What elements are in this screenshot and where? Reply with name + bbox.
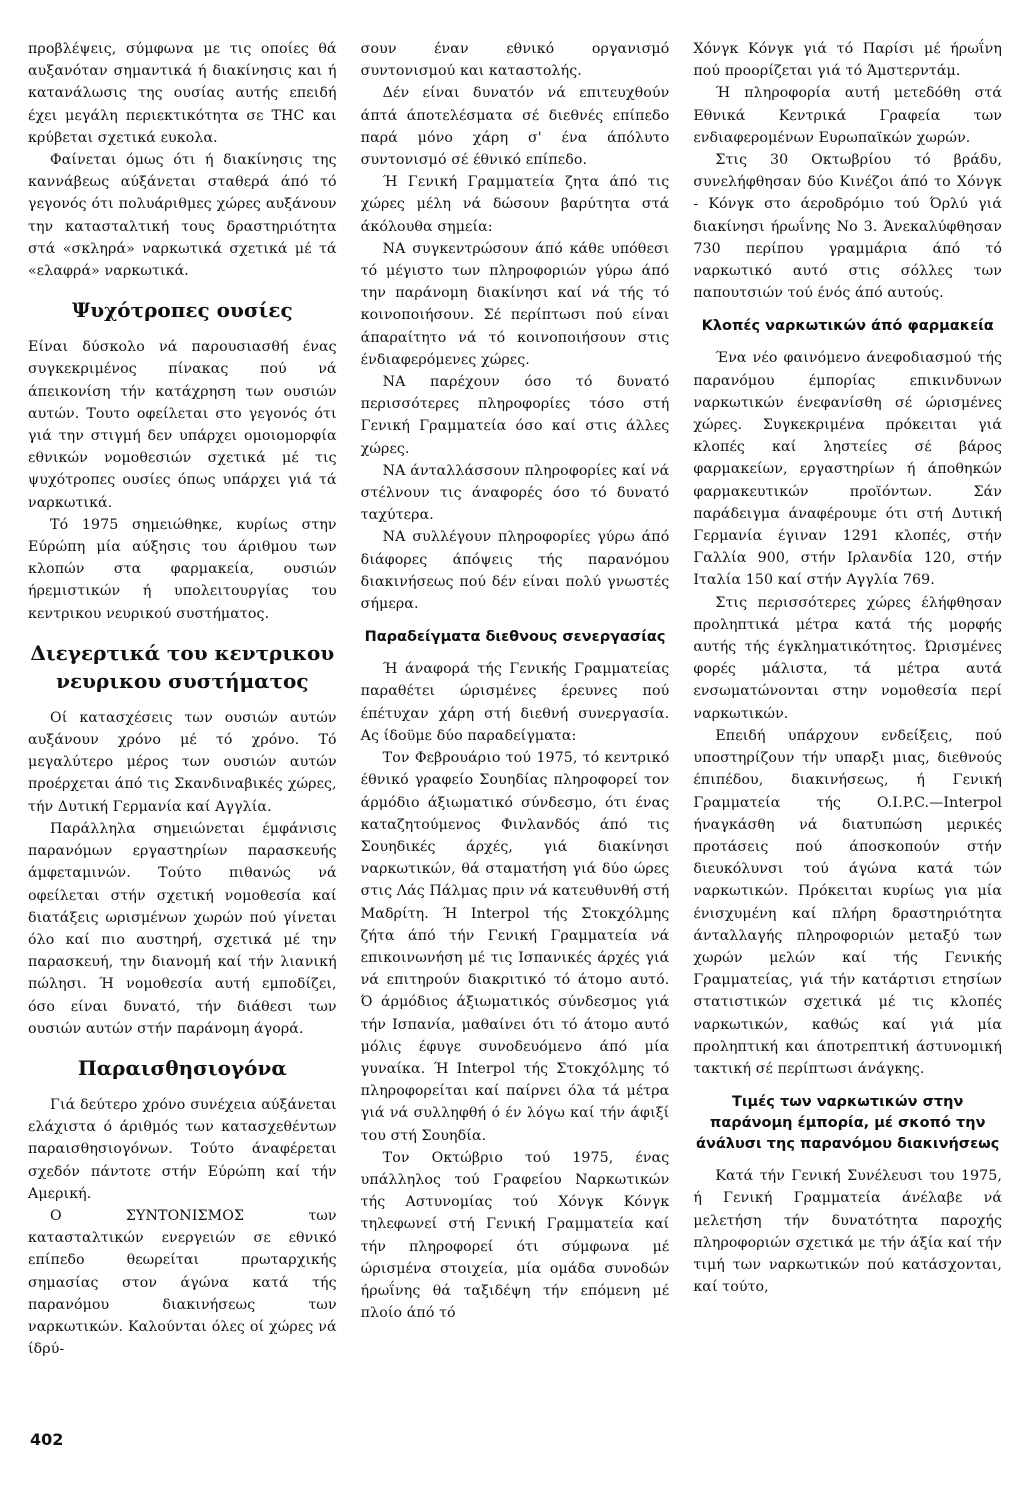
- paragraph: Φαίνεται όμως ότι ή διακίνησις της καννάβεως αύξάνεται σταθερά άπό τό γεγονός ότι πολυάριθμες χώρες αυξάνουν την κατασταλτική τους δραστηριότητα στά «σκληρά» ναρκωτικά σχετικά μέ τά «ελαφρά» ναρκωτικά.: [28, 152, 337, 280]
- paragraph: Ο ΣΥΝΤΟΝΙΣΜΟΣ των κατασταλτικών ενεργειών σε εθνικό επίπεδο θεωρείται πρωταρχικής σημασίας στον άγώνα κατά τής παρανόμου διακινήσεως των ναρκωτικών. Καλούνται όλες οί χώρες νά ίδρύ-: [28, 1207, 337, 1358]
- subsection-heading: Τιμές των ναρκωτικών στην παράνομη έμπορία, μέ σκοπό την άνάλυσι της παρανόμου διακινήσεως: [696, 1094, 1000, 1153]
- paragraph: Τον Οκτώβριο τού 1975, ένας υπάλληλος τού Γραφείου Ναρκωτικών τής Αστυνομίας τού Χόνγκ Κόνγκ τηλεφωνεί στή Γενική Γραμματεία καί τήν πληροφορεί ότι σύμφωνα μέ ώρισμένα στοιχεία, μία ομάδα συνοδών ήρωΐνης θά ταξιδέψη τήν επόμενη μέ πλοίο άπό τό: [360, 1149, 670, 1322]
- paragraph: Στις 30 Οκτωβρίου τό βράδυ, συνελήφθησαν δύο Κινέζοι άπό το Χόνγκ - Κόνγκ στο άεροδρόμιο τού Όρλύ γιά διακίνησι ήρωΐνης Νο 3. Άνεκαλύφθησαν 730 περίπου γραμμάρια άπό τό ναρκωτικό αυτό στις σόλλες των παπουτσιών τού ένός άπό αυτούς.: [693, 152, 1003, 302]
- paragraph: Παράλληλα σημειώνεται έμφάνισις παρανόμων εργαστηρίων παρασκευής άμφεταμινών. Τούτο πιθανώς νά οφείλεται στήν σχετική νομοθεσία καί διατάξεις ωρισμένων χωρών πού γίνεται όλο καί πιο αυστηρή, σχετικά μέ την παρασκευή, την διανομή καί τήν λιανική πώλησι. Ή νομοθεσία αυτή εμποδίζει, όσο είναι δυνατό, τήν διάθεσι των ουσιών αυτών στήν παράνομη άγορά.: [28, 820, 337, 1037]
- paragraph: ΝΑ συλλέγουν πληροφορίες γύρω άπό διάφορες άπόψεις τής παρανόμου διακινήσεως πού δέν είναι πολύ γνωστές σήμερα.: [360, 529, 670, 613]
- subsection-heading: Παραδείγματα διεθνους σενεργασίας: [364, 629, 666, 646]
- paragraph: Τό 1975 σημειώθηκε, κυρίως στην Εύρώπη μία αύξησις του άριθμου των κλοπών στα φαρμακεία, ουσιών ήρεμιστικών ή υπολειτουργίας του κεντρικου νευρικού συστήματος.: [28, 516, 337, 622]
- paragraph: Γιά δεύτερο χρόνο συνέχεια αύξάνεται ελάχιστα ό άριθμός των κατασχεθέντων παραισθησιογόνων. Τούτο άναφέρεται σχεδόν πάντοτε στήν Εύρώπη καί τήν Αμερική.: [28, 1096, 337, 1202]
- paragraph: Ή Γενική Γραμματεία ζητα άπό τις χώρες μέλη νά δώσουν βαρύτητα στά άκόλουθα σημεία:: [360, 174, 670, 235]
- column-right: [693, 38, 1002, 1360]
- section-heading: Διεγερτικά του κεντρικου νευρικου συστήματος: [30, 640, 335, 693]
- paragraph: Ή άναφορά τής Γενικής Γραμματείας παραθέτει ώρισμένες έρευνες πού έπέτυχαν χάρη στή διεθνή συνεργασία. Ας ίδοϋμε δύο παραδείγματα:: [360, 661, 670, 744]
- paragraph: προβλέψεις, σύμφωνα με τις οποίες θά αυξανόταν σημαντικά ή διακίνησις και ή κατανάλωσις της ουσίας αυτής επειδή έχει μεγάλη περιεκτικότητα σε THC και κρύβεται σχετικά ευκολα.: [28, 41, 337, 146]
- page-number: 402: [30, 1430, 64, 1449]
- paragraph: σουν έναν εθνικό οργανισμό συντονισμού και καταστολής.: [360, 41, 670, 80]
- subsection-heading: Κλοπές ναρκωτικών άπό φαρμακεία: [701, 318, 994, 335]
- paragraph: Τον Φεβρουάριο τού 1975, τό κεντρικό έθνικό γραφείο Σουηδίας πληροφορεί τον άρμόδιο άξιωματικό σύνδεσμο, ότι ένας καταζητούμενος Φινλανδός άπό τις Σουηδικές άρχές, γιά διακίνησι ναρκωτικών, θά σταματήση γιά δύο ώρες στις Λάς Πάλμας πριν νά κατευθυνθή στή Μαδρίτη. Ή Interpol τής Στοκχόλμης ζήτα άπό τήν Γενική Γραμματεία νά επικοινωνήση μέ τις Ισπανικές άρχές γιά νά επιτηρούν διακριτικό τό άτομο αυτό. Ό άρμόδιος άξιωματικός σύνδεσμος γιά τήν Ισπανία, μαθαίνει ότι τό άτομο αυτό μόλις έφυγε συνοδευόμενο άπό μία γυναίκα. Ή Interpol τής Στοκχόλμης τό πληροφορείται καί παίρνει όλα τά μέτρα γιά νά συλληφθή ό έν λόγω καί τήν άφιξί του στή Σουηδία.: [360, 750, 670, 1144]
- paragraph: ΝΑ συγκεντρώσουν άπό κάθε υπόθεσι τό μέγιστο των πληροφοριών γύρω άπό την παράνομη διακίνησι καί νά τής τό κοινοποιήσουν. Σέ περίπτωσι πού είναι άπαραίτητο νά τό κοινοποιήσουν στις ένδιαφερόμενες χώρες.: [360, 240, 670, 368]
- paragraph: Είναι δύσκολο νά παρουσιασθή ένας συγκεκριμένος πίνακας πού νά άπεικονίση τήν κατάχρηση των ουσιών αυτών. Τουτο οφείλεται στο γεγονός ότι γιά την στιγμή δεν υπάρχει ομοιομορφία εθνικών νομοθεσιών σχετικά μέ τις ψυχότροπες ουσίες όπως υπάρχει γιά τά ναρκωτικά.: [28, 339, 337, 511]
- paragraph: Επειδή υπάρχουν ενδείξεις, πού υποστηρίζουν τήν υπαρξι μιας, διεθνούς έπιπέδου, διακινήσεως, ή Γενική Γραμματεία τής O.I.P.C.—Interpol ήναγκάσθη νά διατυπώση μερικές προτάσεις πού άποσκοπούν στήν διευκόλυνσι τού άγώνα κατά τών ναρκωτικών. Πρόκειται κυρίως για μία ένισχυμένη καί πλήρη δραστηριότητα άνταλλαγής πληροφοριών μεταξύ των χωρών μελών καί τής Γενικής Γραμματείας, γιά τήν κατάρτισι ετησίων στατιστικών σχετικά μέ τις κλοπές ναρκωτικών, καθώς καί γιά μία προληπτική και άποτρεπτική άστυνομική τακτική σέ περίπτωσι άνάγκης.: [693, 727, 1003, 1077]
- column-left: [28, 38, 337, 1360]
- text-columns: [28, 38, 1002, 1360]
- section-heading: Παραισθησιογόνα: [77, 1055, 287, 1080]
- paragraph: ΝΑ άνταλλάσσουν πληροφορίες καί νά στέλνουν τις άναφορές όσο τό δυνατό ταχύτερα.: [360, 462, 670, 524]
- column-middle: [361, 38, 670, 1360]
- paragraph: Ή πληροφορία αυτή μετεδόθη στά Εθνικά Κεντρικά Γραφεία των ενδιαφερομένων Ευρωπαϊκών χωρών.: [693, 85, 1003, 146]
- paragraph: Κατά τήν Γενική Συνέλευσι του 1975, ή Γενική Γραμματεία άνέλαβε νά μελετήση τήν δυνατότητα παροχής πληροφοριών σχετικά με τήν άξία καί τήν τιμή των ναρκωτικών πού κατάσχονται, καί τούτο,: [693, 1168, 1003, 1296]
- paragraph: Δέν είναι δυνατόν νά επιτευχθούν άπτά άποτελέσματα σέ διεθνές επίπεδο παρά μόνο χάρη σ' ένα άπόλυτο συντονισμό σέ έθνικό επίπεδο.: [360, 85, 670, 169]
- section-heading: Ψυχότροπες ουσίες: [72, 298, 293, 323]
- paragraph: Ένα νέο φαινόμενο άνεφοδιασμού τής παρανόμου έμπορίας επικινδυνων ναρκωτικών ένεφανίσθη σέ ώρισμένες χώρες. Συγκεκριμένα πρόκειται γιά κλοπές καί ληστείες σέ βάρος φαρμακείων, εργαστηρίων ή άποθηκών φαρμακευτικών προϊόντων. Σάν παράδειγμα άναφέρουμε ότι στή Δυτική Γερμανία έγιναν 1291 κλοπές, στήν Γαλλία 900, στήν Ιρλανδία 120, στήν Ιταλία 150 καί στήν Αγγλία 769.: [693, 350, 1003, 589]
- paragraph: Οί κατασχέσεις των ουσιών αυτών αυξάνουν χρόνο μέ τό χρόνο. Τό μεγαλύτερο μέρος των ουσιών αυτών προέρχεται άπό τις Σκανδιναβικές χώρες, τήν Δυτική Γερμανία καί Αγγλία.: [28, 709, 337, 815]
- paragraph: ΝΑ παρέχουν όσο τό δυνατό περισσότερες πληροφορίες τόσο στή Γενική Γραμματεία όσο καί στις άλλες χώρες.: [360, 374, 670, 457]
- paragraph: Χόνγκ Κόνγκ γιά τό Παρίσι μέ ήρωΐνη πού προορίζεται γιά τό Άμστερντάμ.: [693, 41, 1003, 80]
- paragraph: Στις περισσότερες χώρες έλήφθησαν προληπτικά μέτρα κατά τής μορφής αυτής τής έγκληματικότητος. Ώρισμένες φορές μάλιστα, τά μέτρα αυτά ενσωματώνονται στην νομοθεσία περί ναρκωτικών.: [693, 594, 1003, 722]
